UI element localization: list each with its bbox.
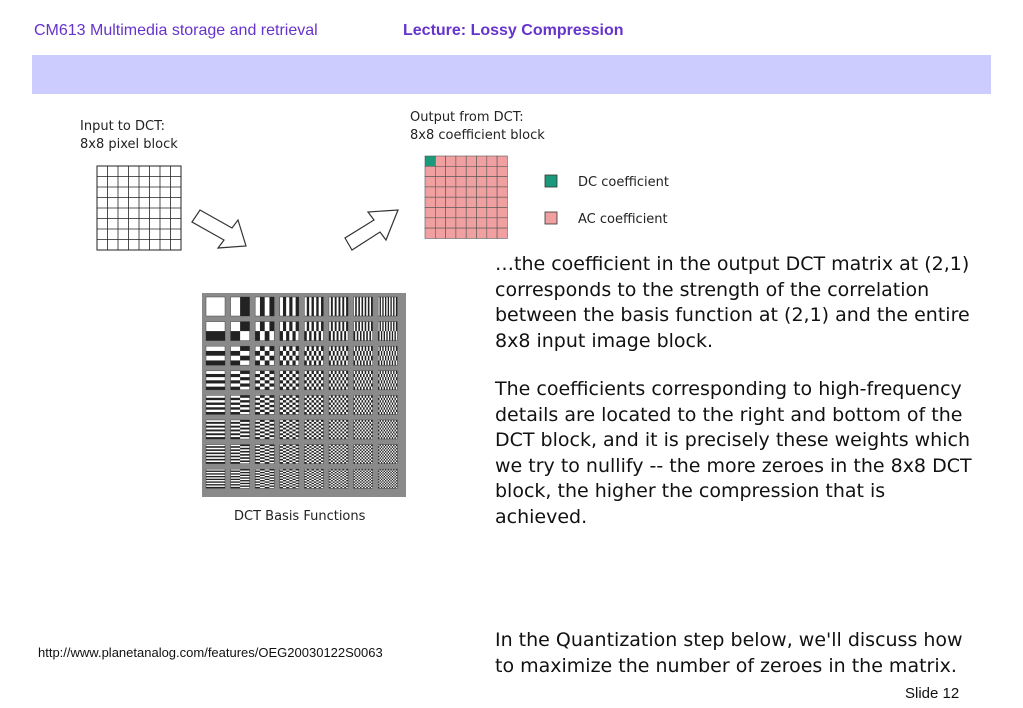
basis-caption: DCT Basis Functions bbox=[234, 509, 366, 524]
explanation-paragraph-1: …the coefficient in the output DCT matrix at (2,1) corresponds to the strength of the correlation between the basis function at (2,1) and the entire 8x8 input image block. bbox=[495, 253, 970, 352]
ac-legend-label: AC coefficient bbox=[578, 212, 668, 227]
slide-number: Slide 12 bbox=[905, 685, 960, 702]
input-pixel-grid bbox=[97, 166, 181, 250]
lecture-title: Lecture: Lossy Compression bbox=[403, 22, 624, 39]
explanation-paragraph-3: In the Quantization step below, we'll discuss how to maximize the number of zeroes in the matrix. bbox=[495, 629, 963, 677]
dct-basis-functions-image bbox=[202, 293, 406, 497]
dc-legend-label: DC coefficient bbox=[578, 175, 669, 190]
output-caption-line2: 8x8 coefficient block bbox=[410, 128, 545, 143]
arrow-up-right-icon bbox=[345, 210, 398, 250]
arrow-down-right-icon bbox=[192, 210, 246, 248]
course-title: CM613 Multimedia storage and retrieval bbox=[34, 22, 318, 39]
input-caption-line2: 8x8 pixel block bbox=[80, 137, 178, 152]
source-url: http://www.planetanalog.com/features/OEG20030122S0063 bbox=[38, 645, 383, 660]
coefficient-grid bbox=[425, 156, 507, 238]
explanation-paragraph-2: The coefficients corresponding to high-frequency details are located to the right and bottom of the DCT block, and it is precisely these weights which we try to nullify -- the more zeroes in the 8x8 DCT block, the higher the compression that is achieved. bbox=[495, 378, 972, 528]
ac-legend-swatch bbox=[545, 212, 557, 224]
dc-legend-swatch bbox=[545, 175, 557, 187]
output-caption-line1: Output from DCT: bbox=[410, 110, 524, 125]
input-caption-line1: Input to DCT: bbox=[80, 119, 165, 134]
